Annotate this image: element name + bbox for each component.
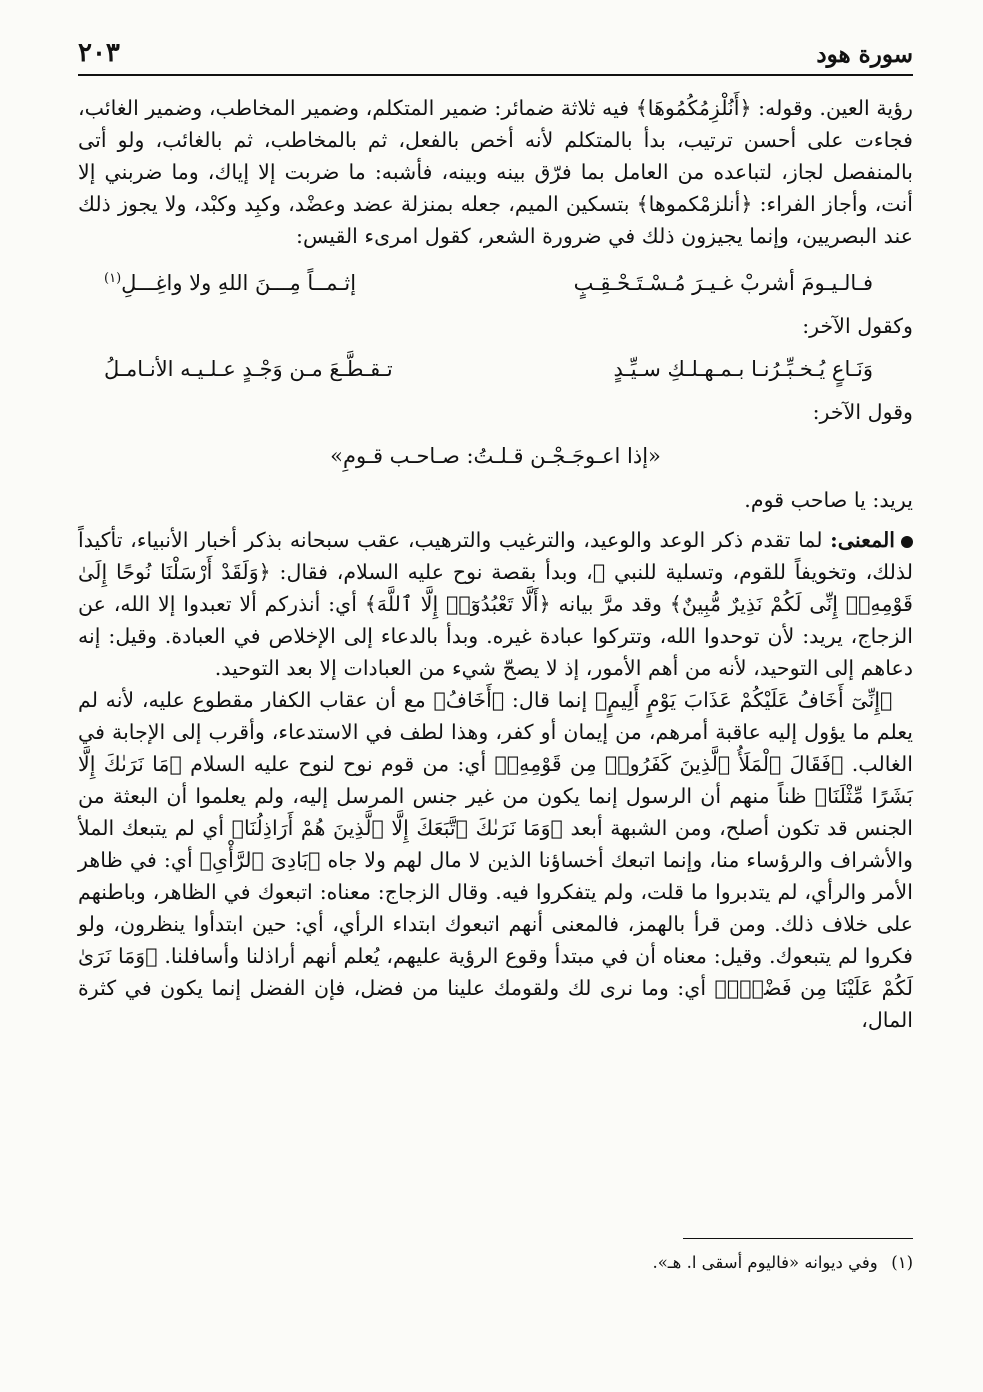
paragraph: رؤية العين. وقوله: ﴿أَنُلْزِمُكُمُوهَا﴾ فيه ثلاثة ضمائر: ضمير المتكلم، وضمير المخاطب، وضمير الغائب، فجاءت على أحسن ترتيب، بدأ بالمتكلم لأنه أخص بالفعل، ثم بالمخاطب، ثم بالغائب، ولو أتى بالمنفصل لجاز، لتباعده من العامل بما فرّق بينه وبينه، فأشبه: ما ضربت إلا إياك، وما ضربني إلا أنت، وأجاز الفراء: ﴿أنلزمْكموها﴾ بتسكين الميم، جعله بمنزلة عضد وعضْد، وكبِد وكبْد، ولا يجوز ذلك عند البصريين، وإنما يجيزون ذلك في ضرورة الشعر، كقول امرىء القيس: <box>78 96 913 248</box>
poem-hemistich-first: فـالـيـومَ أشربْ غـيـرَ مُـسْـتَـحْـقِـبٍ <box>573 271 873 295</box>
main-text <box>78 92 913 1036</box>
footnote-number: (١) <box>891 1253 913 1272</box>
poem-verse-3: «إذا اعـوجَـجْـن قـلـتُ: صـاحـب قـومِ» <box>330 444 661 468</box>
spacer <box>78 516 913 524</box>
paragraph-text: لما تقدم ذكر الوعد والوعيد، والترغيب والترهيب، عقب سبحانه بذكر أخبار الأنبياء، تأكيداً لذلك، وتخويفاً للقوم، وتسلية للنبي ﷺ، وبدأ بقصة نوح عليه السلام، فقال: ﴿وَلَقَدْ أَرْسَلْنَا نُوحًا إِلَىٰ قَوْمِهِۦٓ إِنِّى لَكُمْ نَذِيرٌ مُّبِينٌ﴾ وقد مرَّ بيانه ﴿أَلَّا تَعْبُدُوٓا۟ إِلَّا ٱللَّهَ﴾ أي: أنذركم ألا تعبدوا إلا الله، عن الزجاج، يريد: لأن توحدوا الله، وتتركوا عبادة غيره. وبدأ بالدعاء إلى الإخلاص في العبادة. وقيل: إنه دعاهم إلى التوحيد، لأنه من أهم الأمور، إذ لا يصحّ شيء من العبادات إلا بعد التوحيد. <box>78 528 913 680</box>
footnote-text: وفي ديوانه «فاليوم أسقى ا. هـ». <box>652 1253 878 1272</box>
poem-verse-1 <box>104 256 873 306</box>
footnote-rule <box>683 1238 913 1239</box>
page-header <box>78 38 913 68</box>
surah-title: سورة هود <box>816 41 913 68</box>
section-label: المعنى: <box>830 528 895 552</box>
page-number: ٢٠٣ <box>78 38 120 68</box>
paragraph: وكقول الآخر: <box>802 314 913 338</box>
footnote-marker: (١) <box>104 271 122 286</box>
poem-verse-2 <box>104 346 873 392</box>
footnote <box>78 1250 913 1276</box>
paragraph: وقول الآخر: <box>812 400 913 424</box>
bullet-icon <box>901 536 913 548</box>
poem-hemistich-first: وَنَـاعٍ يُـخـبِّـرُنـا بـمـهـلـكِ سـيِّـدٍ <box>613 357 873 381</box>
paragraph-meaning <box>78 524 913 684</box>
poem-hemistich-second <box>104 256 356 306</box>
header-rule <box>78 74 913 76</box>
paragraph: يريد: يا صاحب قوم. <box>744 488 913 512</box>
poem-hemistich-second: تـقـطَّـعَ مـن وَجْـدٍ عـلـيـه الأنـامـلُ <box>104 357 393 381</box>
poem-hemistich-second-text: إثـمــاً مِـــنَ اللهِ ولا واغِـــلِ <box>121 271 357 295</box>
paragraph <box>78 684 913 1036</box>
paragraph-text: ﴿إِنِّىٓ أَخَافُ عَلَيْكُمْ عَذَابَ يَوْمٍ أَلِيمٍ﴾ إنما قال: ﴿أَخَافُ﴾ مع أن عقاب الكفار مقطوع عليه، لأنه لم يعلم ما يؤول إليه عاقبة أمرهم، من إيمان أو كفر، وهذا لطف في الاستدعاء، وأقرب إلى الإجابة في الغالب. ﴿فَقَالَ ٱلْمَلَأُ ٱلَّذِينَ كَفَرُوا۟ مِن قَوْمِهِۦ﴾ أي: من قوم نوح لنوح عليه السلام ﴿مَا نَرَىٰكَ إِلَّا بَشَرًا مِّثْلَنَا﴾ ظناً منهم أن الرسول إنما يكون من غير جنس المرسل إليه، ولم يعلموا أن البعثة من الجنس قد تكون أصلح، ومن الشبهة أبعد ﴿وَمَا نَرَىٰكَ ٱتَّبَعَكَ إِلَّا ٱلَّذِينَ هُمْ أَرَاذِلُنَا﴾ أي لم يتبعك الملأ والأشراف والرؤساء منا، وإنما اتبعك أخساؤنا الذين لا مال لهم ولا جاه ﴿بَادِىَ ٱلرَّأْىِ﴾ أي: في ظاهر الأمر والرأي، لم يتدبروا ما قلت، ولم يتفكروا فيه. وقال الزجاج: معناه: اتبعوك في الظاهر، وباطنهم على خلاف ذلك. ومن قرأ بالهمز، فالمعنى أنهم اتبعوك ابتداء الرأي، أي: حين ابتدأوا ينظرون، ولو فكروا لم يتبعوك. وقيل: معناه أن في مبتدأ وقوع الرؤية عليهم، يُعلم أنهم أراذلنا وأسافلنا. ﴿وَمَا نَرَىٰ لَكُمْ عَلَيْنَا مِن فَضْلٍۭ﴾ أي: وما نرى لك ولقومك علينا من فضل، فإن الفضل إنما يكون في كثرة المال، <box>78 688 913 1032</box>
